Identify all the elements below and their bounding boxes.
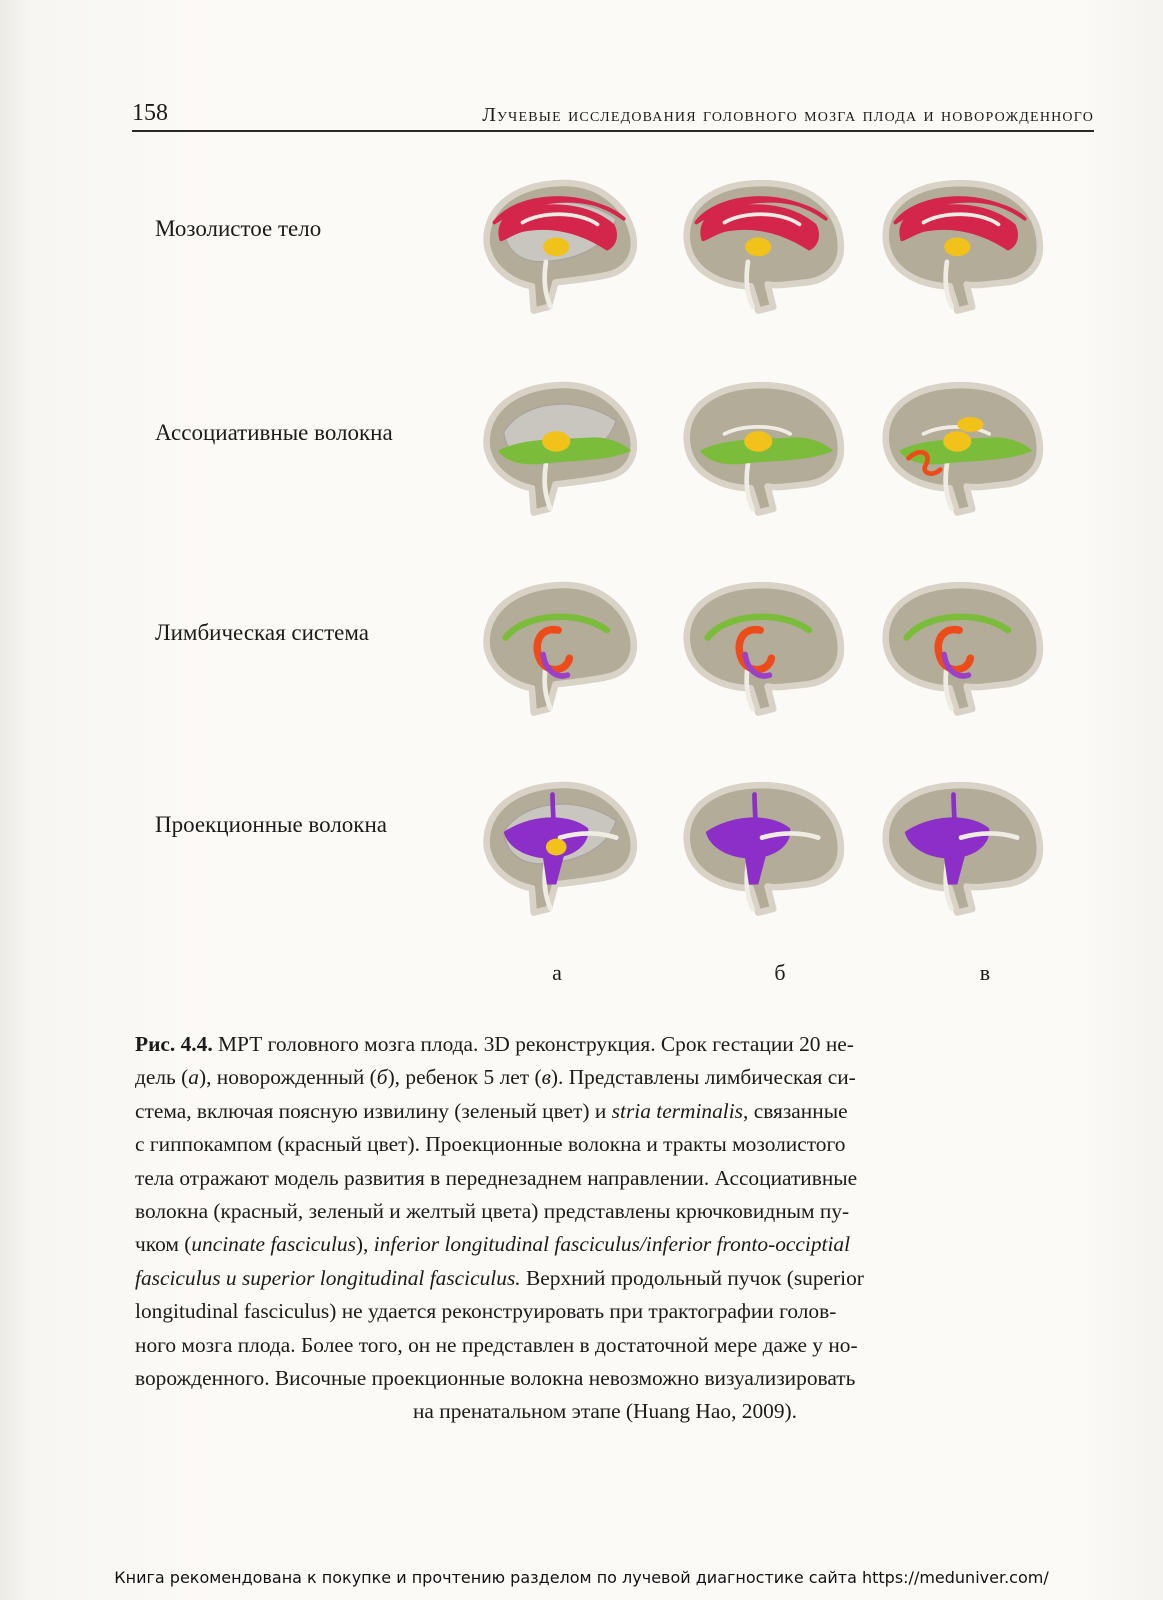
thalamus [744, 431, 772, 452]
caption-text: волокна (красный, зеленый и желтый цвета) представлены крючковидным пу- [135, 1199, 850, 1224]
column-label-b: б [774, 960, 786, 985]
row-label-association: Ассоциативные волокна [155, 420, 393, 445]
brain-outline [487, 585, 634, 713]
brain-projection-1 [465, 772, 655, 922]
thalamus [546, 839, 567, 856]
brain-limbic-3 [866, 572, 1056, 722]
brain-callosal-3 [866, 170, 1056, 320]
brain-outline [886, 585, 1040, 713]
caption-text: тела отражают модель развития в переднезаднем направлении. Ассоциативные [135, 1165, 858, 1190]
caption-text: стема, включая поясную извилину (зеленый цвет) и [135, 1098, 612, 1123]
row-label-callosal: Мозолистое тело [155, 216, 322, 241]
caption-text: ), ребенок 5 лет ( [387, 1065, 542, 1090]
caption-italic: inferior longitudinal fasciculus/inferior fronto-occiptial [373, 1232, 851, 1257]
caption-italic: fasciculus и superior longitudinal fasciculus. [135, 1265, 521, 1290]
caption-italic: uncinate fasciculus [191, 1232, 356, 1257]
running-title: Лучевые исследования головного мозга плода и новорожденного [482, 104, 1094, 126]
caption-text: ), [355, 1232, 374, 1257]
thalamus [543, 238, 569, 257]
caption-text: МРТ головного мозга плода. 3D реконструкция. Срок гестации 20 не- [212, 1032, 854, 1056]
brain-association-2 [667, 372, 857, 522]
brain-projection-2 [667, 772, 857, 922]
caption-text: longitudinal fasciculus) не удается реконструировать при трактографии голов- [135, 1299, 837, 1324]
caption-text: ). Представлены лимбическая си- [550, 1065, 856, 1090]
page-header [132, 100, 1094, 132]
caption-text: Верхний продольный пучок (superior [520, 1265, 864, 1290]
caption-text: , связанные [743, 1098, 848, 1123]
caption-text: на пренатальном этапе (Huang Hao, 2009). [412, 1399, 798, 1424]
projection-fibers [954, 795, 956, 848]
brain-callosal-2 [667, 170, 857, 320]
row-label-limbic: Лимбическая система [155, 620, 369, 645]
figure-caption [135, 1028, 1075, 1429]
caption-label: Рис. 4.4. [135, 1032, 213, 1056]
brain-association-3 [866, 372, 1056, 522]
caption-italic: б [376, 1065, 388, 1090]
brain-association-1 [465, 372, 655, 522]
caption-text: ), новорожденный ( [198, 1065, 377, 1090]
thalamus [943, 431, 971, 452]
thalamus [542, 431, 570, 452]
brain-limbic-1 [465, 572, 655, 722]
caption-italic: в [541, 1065, 551, 1090]
caption-italic: а [188, 1065, 199, 1090]
column-label-a: а [552, 960, 562, 985]
thalamus [745, 238, 771, 257]
thalamus [944, 238, 970, 257]
page-number: 158 [132, 100, 168, 126]
projection-fibers [755, 795, 757, 848]
caption-text: чком ( [135, 1232, 192, 1257]
row-label-projection: Проекционные волокна [155, 812, 387, 837]
column-label-v: в [979, 960, 991, 985]
brain-projection-3 [866, 772, 1056, 922]
caption-text: ворожденного. Височные проекционные волокна невозможно визуализировать [135, 1366, 856, 1391]
brain-limbic-2 [667, 572, 857, 722]
footer-note: Книга рекомендована к покупке и прочтению разделом по лучевой диагностике сайта https://meduniver.com/ [114, 1568, 1049, 1587]
caption-italic: stria terminalis [611, 1098, 744, 1123]
superior-longitudinal-fasciculus [957, 417, 983, 432]
brain-outline [687, 585, 841, 713]
caption-text: ного мозга плода. Более того, он не представлен в достаточной мере даже у но- [135, 1332, 858, 1357]
brain-callosal-1 [465, 170, 655, 320]
caption-text: с гиппокампом (красный цвет). Проекционные волокна и тракты мозолистого [135, 1132, 846, 1157]
caption-text: дель ( [135, 1065, 189, 1090]
